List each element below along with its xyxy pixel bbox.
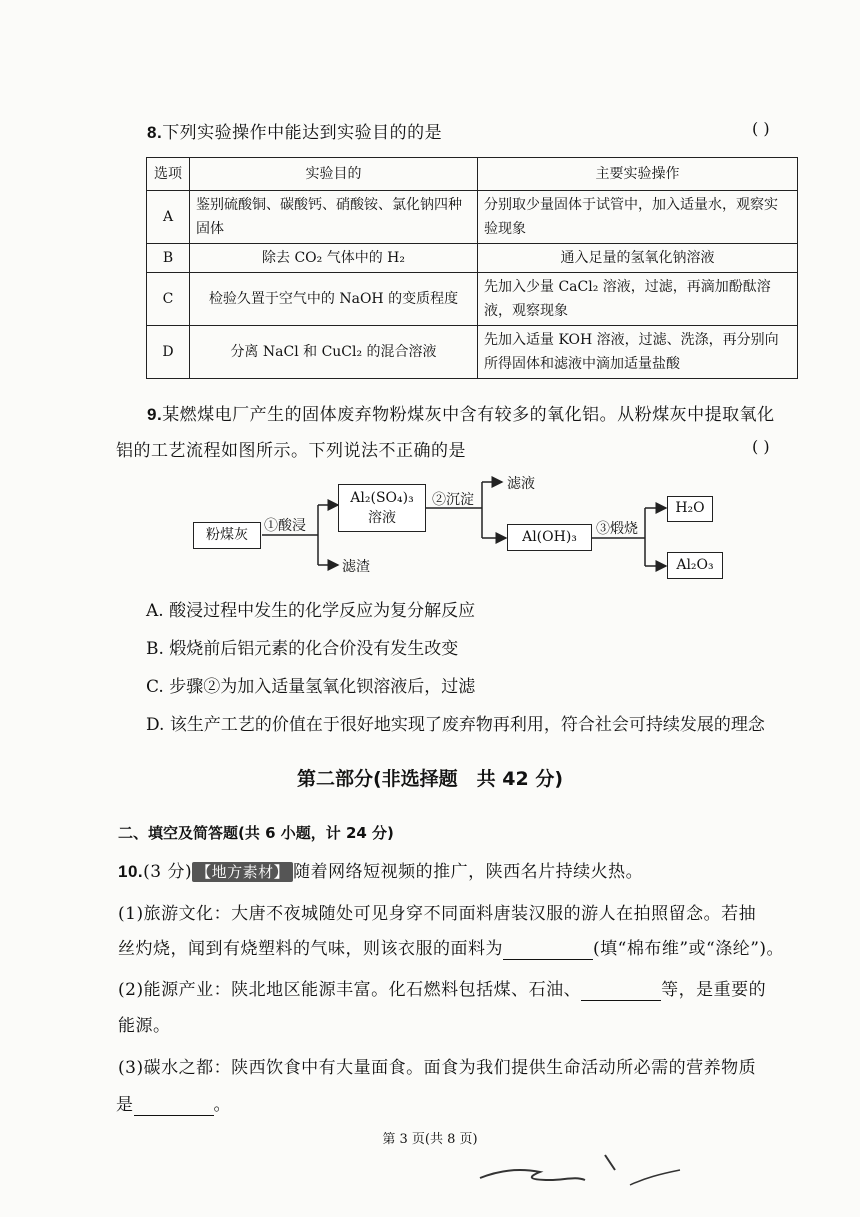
row-option: B	[147, 244, 190, 273]
answer-blank[interactable]	[581, 980, 661, 1001]
q10-stem	[118, 857, 643, 882]
question-text: 下列实验操作中能达到实验目的的是	[162, 123, 443, 143]
answer-parentheses: ( )	[752, 119, 770, 138]
answer-blank[interactable]	[503, 939, 593, 960]
part2-text-end: 等，是重要的	[661, 980, 767, 1000]
row-option: C	[147, 273, 190, 326]
flow-box-solution	[338, 484, 426, 532]
row-goal: 检验久置于空气中的 NaOH 的变质程度	[190, 273, 478, 326]
question-number: 10.	[118, 862, 144, 881]
row-operation: 先加入少量 CaCl₂ 溶液，过滤，再滴加酚酞溶液，观察现象	[478, 273, 798, 326]
row-operation: 分别取少量固体于试管中，加入适量水，观察实验现象	[478, 191, 798, 244]
header-operation: 主要实验操作	[478, 158, 798, 191]
flow-step2: ②沉淀	[432, 492, 474, 508]
answer-parentheses: ( )	[752, 437, 770, 456]
q10-part2-line1	[118, 975, 766, 1001]
row-option: D	[147, 326, 190, 379]
option-c: C. 步骤②为加入适量氢氧化钡溶液后，过滤	[146, 677, 476, 697]
question-number: 9.	[147, 405, 163, 424]
answer-blank[interactable]	[134, 1095, 214, 1116]
flow-residue: 滤渣	[342, 559, 370, 575]
question-number: 8.	[147, 123, 163, 142]
flow-arrows	[0, 0, 860, 600]
part2-text: (2)能源产业：陕北地区能源丰富。化石燃料包括煤、石油、	[118, 980, 582, 1000]
question-points: (3 分)	[143, 862, 193, 882]
q10-part1-line1: (1)旅游文化：大唐不夜城随处可见身穿不同面料唐装汉服的游人在拍照留念。若抽	[118, 904, 757, 924]
row-goal: 分离 NaCl 和 CuCl₂ 的混合溶液	[190, 326, 478, 379]
flow-filtrate: 滤液	[507, 476, 535, 492]
part3-text: 是	[116, 1095, 134, 1115]
flow-step1: ①酸浸	[264, 518, 306, 534]
part3-end: 。	[213, 1095, 231, 1115]
option-a: A. 酸浸过程中发生的化学反应为复分解反应	[146, 601, 476, 621]
q10-part1-line2	[118, 934, 784, 960]
flow-box-hydroxide: Al(OH)₃	[507, 524, 592, 551]
part1-text: 丝灼烧，闻到有烧塑料的气味，则该衣服的面料为	[118, 939, 503, 959]
row-operation: 先加入适量 KOH 溶液，过滤、洗涤，再分别向所得固体和滤液中滴加适量盐酸	[478, 326, 798, 379]
section-title: 二、填空及简答题(共 6 小题，计 24 分)	[118, 824, 394, 842]
solution-formula: Al₂(SO₄)₃	[350, 490, 414, 506]
page-footer: 第 3 页(共 8 页)	[382, 1132, 478, 1147]
q10-part3-line2	[116, 1090, 231, 1116]
header-goal: 实验目的	[190, 158, 478, 191]
pen-scribble	[470, 1150, 700, 1200]
option-d: D. 该生产工艺的价值在于很好地实现了废弃物再利用，符合社会可持续发展的理念	[146, 715, 765, 735]
flow-box-alumina: Al₂O₃	[667, 552, 723, 579]
q9-stem-line2: 铝的工艺流程如图所示。下列说法不正确的是	[116, 441, 466, 461]
q10-part2-line2: 能源。	[118, 1016, 171, 1036]
header-option: 选项	[147, 158, 190, 191]
flow-box-start: 粉煤灰	[193, 522, 261, 549]
q10-part3-line1: (3)碳水之都：陕西饮食中有大量面食。面食为我们提供生命活动所必需的营养物质	[118, 1058, 757, 1078]
flow-box-water: H₂O	[667, 496, 713, 522]
part-title: 第二部分(非选择题 共 42 分)	[296, 768, 564, 790]
row-goal: 除去 CO₂ 气体中的 H₂	[190, 244, 478, 273]
part1-hint: (填“棉布维”或“涤纶”)。	[593, 939, 785, 959]
row-option: A	[147, 191, 190, 244]
row-operation: 通入足量的氢氧化钠溶液	[478, 244, 798, 273]
question-intro: 随着网络短视频的推广，陕西名片持续火热。	[293, 862, 644, 882]
row-goal: 鉴别硫酸铜、碳酸钙、硝酸铵、氯化钠四种固体	[190, 191, 478, 244]
question-text: 某燃煤电厂产生的固体废弃物粉煤灰中含有较多的氧化铝。从粉煤灰中提取氧化	[162, 405, 775, 425]
flow-step3: ③煅烧	[596, 521, 638, 537]
solution-label: 溶液	[368, 510, 396, 526]
option-b: B. 煅烧前后铝元素的化合价没有发生改变	[146, 639, 459, 659]
local-material-tag: 【地方素材】	[192, 862, 293, 882]
